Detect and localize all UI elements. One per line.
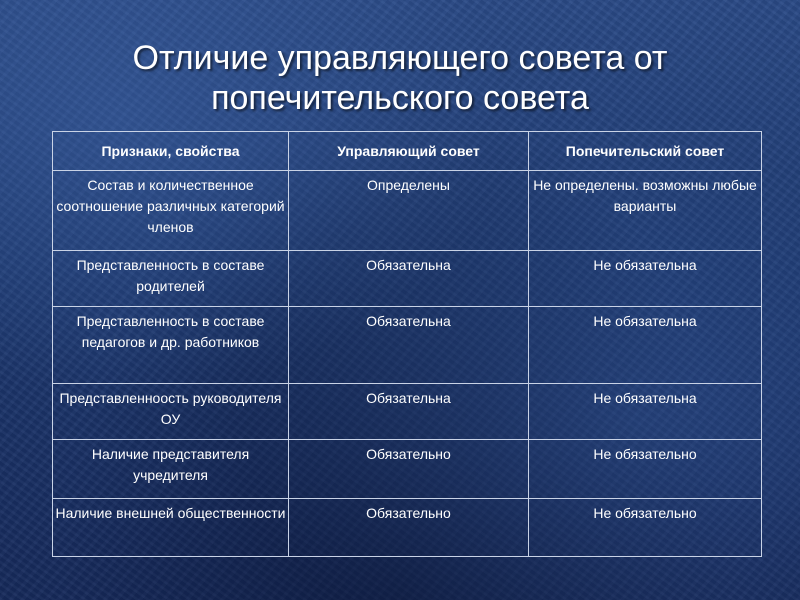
board-of-trustees-cell: Не обязательна bbox=[529, 384, 762, 440]
governing-council-cell: Обязательна bbox=[289, 384, 529, 440]
table-row bbox=[53, 251, 762, 307]
feature-cell: Состав и количественное соотношение различных категорий членов bbox=[53, 171, 289, 251]
board-of-trustees-cell: Не обязательна bbox=[529, 251, 762, 307]
table-header-row bbox=[53, 132, 762, 171]
governing-council-cell: Обязательно bbox=[289, 499, 529, 557]
board-of-trustees-cell: Не определены. возможны любые варианты bbox=[529, 171, 762, 251]
board-of-trustees-cell: Не обязательна bbox=[529, 307, 762, 384]
table-row bbox=[53, 307, 762, 384]
feature-cell: Наличие представителя учредителя bbox=[53, 440, 289, 499]
board-of-trustees-cell: Не обязательно bbox=[529, 499, 762, 557]
table-row bbox=[53, 499, 762, 557]
slide-title-line-2: попечительского совета bbox=[211, 79, 589, 117]
slide-title-line-1: Отличие управляющего совета от bbox=[132, 39, 668, 77]
board-of-trustees-cell: Не обязательно bbox=[529, 440, 762, 499]
slide-title bbox=[0, 38, 800, 118]
feature-cell: Представленность в составе родителей bbox=[53, 251, 289, 307]
governing-council-cell: Определены bbox=[289, 171, 529, 251]
governing-council-cell: Обязательна bbox=[289, 307, 529, 384]
feature-cell: Наличие внешней общественности bbox=[53, 499, 289, 557]
column-header-features: Признаки, свойства bbox=[53, 132, 289, 171]
table-row bbox=[53, 440, 762, 499]
feature-cell: Представленноость руководителя ОУ bbox=[53, 384, 289, 440]
table-row bbox=[53, 384, 762, 440]
governing-council-cell: Обязательна bbox=[289, 251, 529, 307]
column-header-board-of-trustees: Попечительский совет bbox=[529, 132, 762, 171]
table-row bbox=[53, 171, 762, 251]
column-header-governing-council: Управляющий совет bbox=[289, 132, 529, 171]
feature-cell: Представленность в составе педагогов и др. работников bbox=[53, 307, 289, 384]
governing-council-cell: Обязательно bbox=[289, 440, 529, 499]
comparison-table bbox=[52, 131, 762, 557]
